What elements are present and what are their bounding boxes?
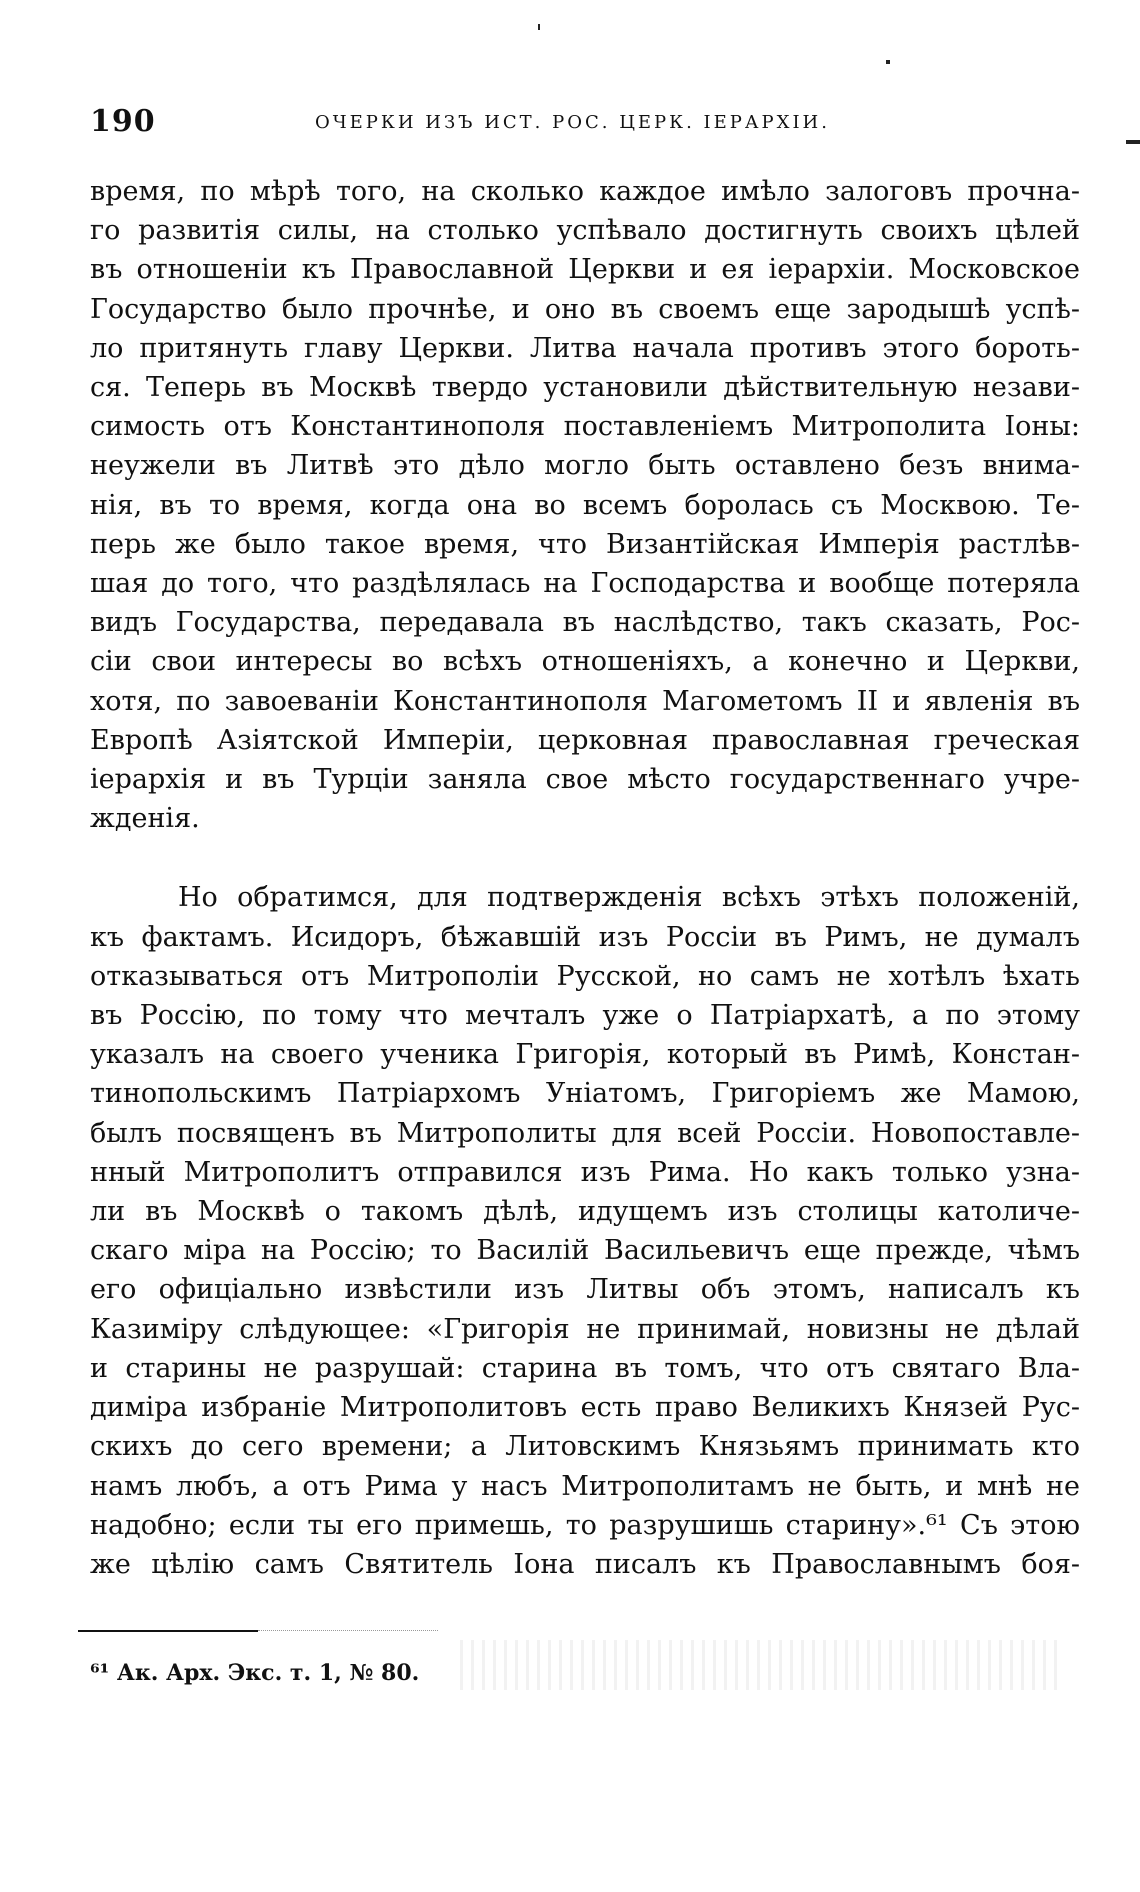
footnote: ⁶¹ Ак. Арх. Экс. т. 1, № 80. <box>90 1660 420 1686</box>
text-line: Европѣ Азіятской Имперіи, церковная православная греческая <box>90 724 1080 756</box>
running-title: ОЧЕРКИ ИЗЪ ИСТ. РОС. ЦЕРК. ІЕРАРХІИ. <box>315 112 830 133</box>
text-line: ли въ Москвѣ о такомъ дѣлѣ, идущемъ изъ столицы католиче- <box>90 1196 1080 1228</box>
text-line: въ отношеніи къ Православной Церкви и ея іерархіи. Московское <box>90 254 1080 286</box>
text-line: намъ любъ, а отъ Рима у насъ Митрополитамъ не быть, и мнѣ не <box>90 1470 1080 1502</box>
text-line: неужели въ Литвѣ это дѣло могло быть оставлено безъ внима- <box>90 450 1080 482</box>
text-line: тинопольскимъ Патріархомъ Уніатомъ, Григоріемъ же Мамою, <box>90 1078 1080 1110</box>
text-line: скихъ до сего времени; а Литовскимъ Князьямъ принимать кто <box>90 1431 1080 1463</box>
text-line: Но обратимся, для подтвержденія всѣхъ этѣхъ положеній, <box>178 882 1080 914</box>
body-text <box>90 172 1080 1584</box>
scan-speck <box>538 24 540 30</box>
text-line: ся. Теперь въ Москвѣ твердо установили дѣйствительную незави- <box>90 372 1080 404</box>
page-header <box>90 100 1090 150</box>
text-line: Казиміру слѣдующее: «Григорія не принимай, новизны не дѣлай <box>90 1313 1080 1345</box>
text-line: былъ посвященъ въ Митрополиты для всей Россіи. Новопоставле- <box>90 1117 1080 1149</box>
text-line: Государство было прочнѣе, и оно въ своемъ еще зародышѣ успѣ- <box>90 293 1080 325</box>
text-line: видъ Государства, передавала въ наслѣдство, такъ сказать, Рос- <box>90 607 1080 639</box>
text-line: время, по мѣрѣ того, на сколько каждое имѣло залоговъ прочна- <box>90 176 1080 207</box>
text-line: шая до того, что раздѣлялась на Господарства и вообще потеряла <box>90 568 1080 600</box>
text-line: ло притянуть главу Церкви. Литва начала противъ этого бороть- <box>90 332 1080 364</box>
text-line: диміра избраніе Митрополитовъ есть право Великихъ Князей Рус- <box>90 1392 1080 1424</box>
bleed-through-texture <box>460 1640 1060 1690</box>
text-line: сіи свои интересы во всѣхъ отношеніяхъ, а конечно и Церкви, <box>90 646 1080 678</box>
page-number: 190 <box>90 104 156 139</box>
text-line: перь же было такое время, что Византійская Имперія растлѣв- <box>90 528 1080 560</box>
text-line: же цѣлію самъ Святитель Іона писалъ къ Православнымъ боя- <box>90 1548 1080 1580</box>
text-line: жденія. <box>90 803 200 835</box>
paragraph-gap <box>90 838 1080 878</box>
text-line: его офиціально извѣстили изъ Литвы объ этомъ, написалъ къ <box>90 1274 1080 1306</box>
text-line: указалъ на своего ученика Григорія, который въ Римѣ, Констан- <box>90 1039 1080 1071</box>
text-line: го развитія силы, на столько успѣвало достигнуть своихъ цѣлей <box>90 215 1080 247</box>
scan-edge-mark <box>1126 140 1140 144</box>
text-line: іерархія и въ Турціи заняла свое мѣсто государственнаго учре- <box>90 764 1080 796</box>
paragraph-2 <box>90 878 1080 1584</box>
text-line: къ фактамъ. Исидоръ, бѣжавшій изъ Россіи въ Римъ, не думалъ <box>90 921 1080 953</box>
text-line: и старины не разрушай: старина въ томъ, что отъ святаго Вла- <box>90 1352 1080 1384</box>
text-line: въ Россію, по тому что мечталъ уже о Патріархатѣ, а по этому <box>90 1000 1080 1032</box>
text-line: скаго міра на Россію; то Василій Васильевичъ еще прежде, чѣмъ <box>90 1235 1080 1267</box>
text-line: нія, въ то время, когда она во всемъ боролась съ Москвою. Те- <box>90 489 1080 521</box>
text-line: отказываться отъ Митрополіи Русской, но самъ не хотѣлъ ѣхать <box>90 960 1080 992</box>
text-line: надобно; если ты его примешь, то разрушишь старину».⁶¹ Съ этою <box>90 1509 1080 1541</box>
text-line: хотя, по завоеваніи Константинополя Магометомъ II и явленія въ <box>90 685 1080 717</box>
text-line: симость отъ Константинополя поставленіемъ Митрополита Іоны: <box>90 411 1080 443</box>
footnote-divider-faint <box>258 1630 438 1631</box>
scan-speck <box>886 60 890 64</box>
paragraph-1 <box>90 172 1080 838</box>
text-line: нный Митрополитъ отправился изъ Рима. Но какъ только узна- <box>90 1156 1080 1188</box>
footnote-divider <box>78 1630 258 1632</box>
